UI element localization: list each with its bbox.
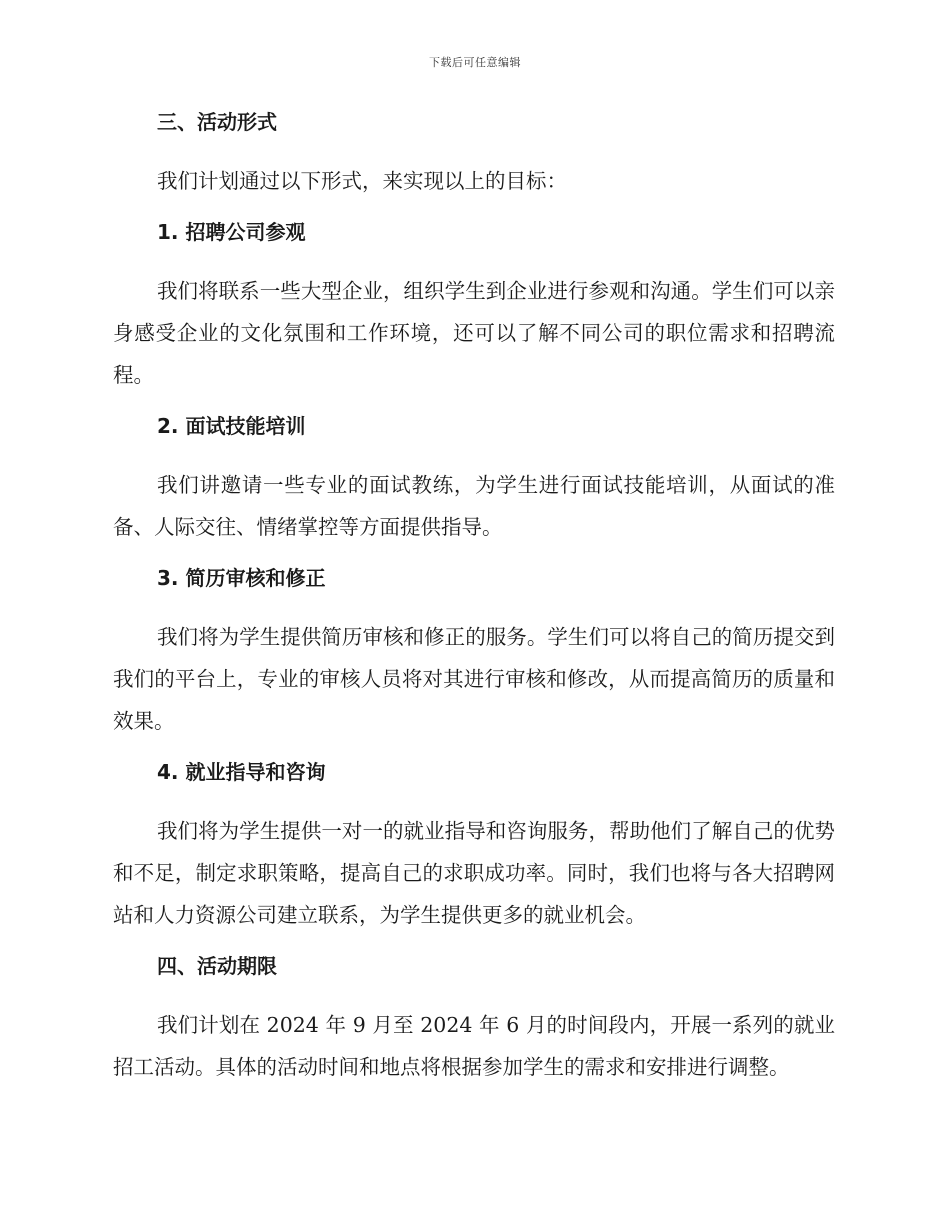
paragraph-interview-training: 我们讲邀请一些专业的面试教练，为学生进行面试技能培训，从面试的准备、人际交往、情绪掌控等方面提供指导。 xyxy=(113,473,835,539)
section-heading-activity-form: 三、活动形式 xyxy=(157,110,277,134)
subheading-resume-review: 3. 简历审核和修正 xyxy=(157,566,326,590)
paragraph-activity-period: 我们计划在 2024 年 9 月至 2024 年 6 月的时间段内，开展一系列的就业招工活动。具体的活动时间和地点将根据参加学生的需求和安排进行调整。 xyxy=(113,1013,835,1079)
paragraph-intro: 我们计划通过以下形式，来实现以上的目标： xyxy=(157,169,567,193)
subheading-company-visit: 1. 招聘公司参观 xyxy=(157,220,306,244)
paragraph-company-visit: 我们将联系一些大型企业，组织学生到企业进行参观和沟通。学生们可以亲身感受企业的文化氛围和工作环境，还可以了解不同公司的职位需求和招聘流程。 xyxy=(113,279,835,387)
section-heading-activity-period: 四、活动期限 xyxy=(157,954,277,978)
subheading-interview-training: 2. 面试技能培训 xyxy=(157,414,306,438)
paragraph-career-guidance: 我们将为学生提供一对一的就业指导和咨询服务，帮助他们了解自己的优势和不足，制定求职策略，提高自己的求职成功率。同时，我们也将与各大招聘网站和人力资源公司建立联系，为学生提供更多的就业机会。 xyxy=(113,819,835,927)
page-header: 下载后可任意编辑 xyxy=(429,56,521,69)
document-body xyxy=(113,108,835,1104)
subheading-career-guidance: 4. 就业指导和咨询 xyxy=(157,760,326,784)
paragraph-resume-review: 我们将为学生提供简历审核和修正的服务。学生们可以将自己的简历提交到我们的平台上，专业的审核人员将对其进行审核和修改，从而提高简历的质量和效果。 xyxy=(113,625,835,733)
